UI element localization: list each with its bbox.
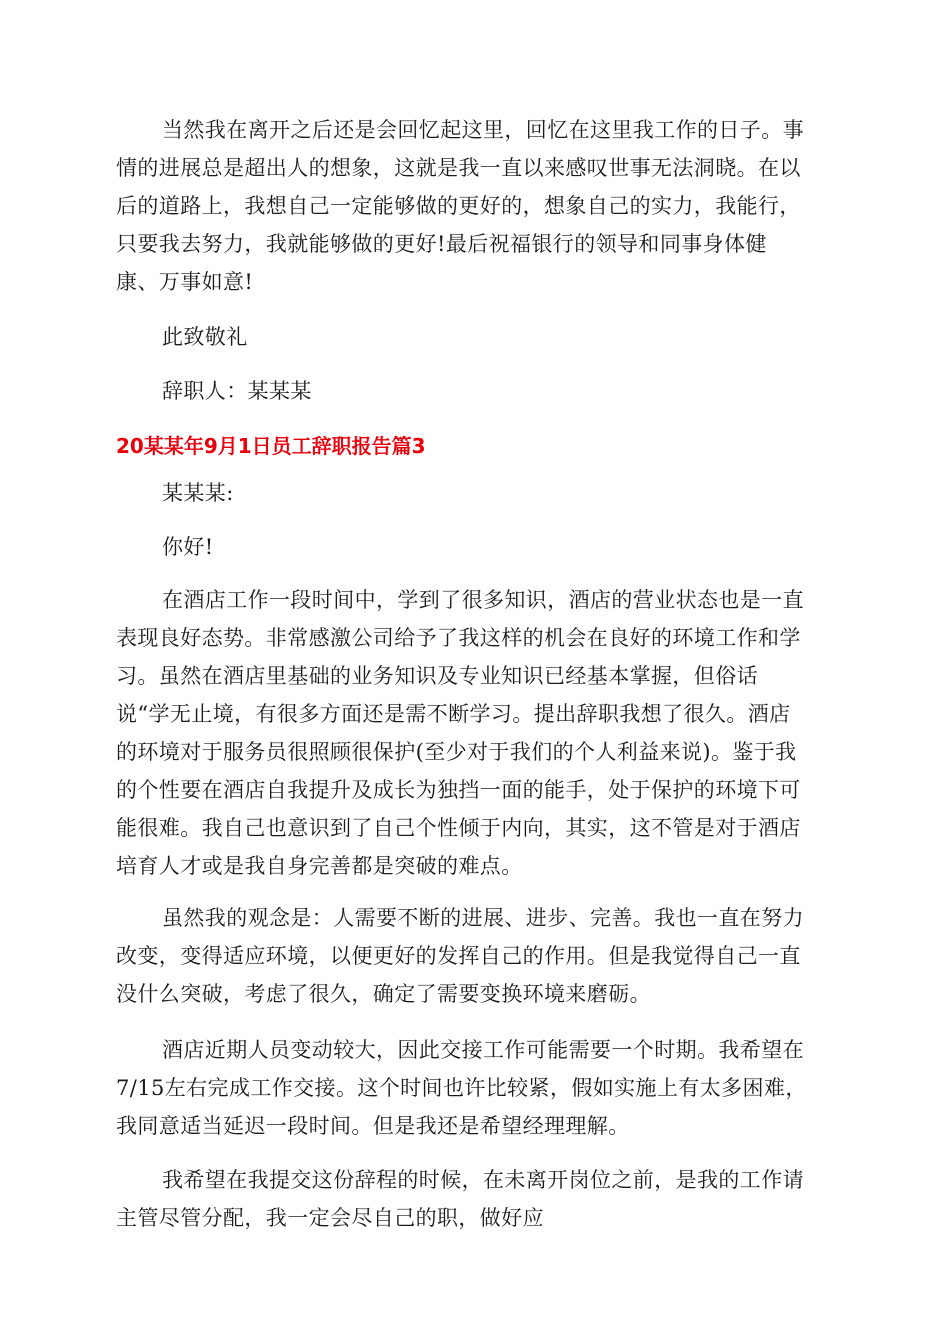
paragraph-line: 我希望在我提交这份辞程的时候，在未离开岗位之前，是我的工作请: [162, 1168, 804, 1192]
paragraph-line: 后的道路上，我想自己一定能够做的更好的，想象自己的实力，我能行，: [116, 194, 801, 218]
paragraph-line: 能很难。我自己也意识到了自己个性倾于内向，其实，这不管是对于酒店: [116, 816, 801, 840]
paragraph-line: 酒店近期人员变动较大，因此交接工作可能需要一个时期。我希望在: [162, 1038, 804, 1062]
greeting-line: 某某某:: [162, 481, 234, 505]
closing-line: 此致敬礼: [162, 325, 248, 349]
paragraph-line: 我同意适当延迟一段时间。但是我还是希望经理理解。: [116, 1114, 630, 1138]
paragraph-line: 的个性要在酒店自我提升及成长为独挡一面的能手，处于保护的环境下可: [116, 778, 801, 802]
paragraph-line: 说“学无止境，有很多方面还是需不断学习。提出辞职我想了很久。酒店: [116, 702, 791, 726]
section-heading: 20某某年9月1日员工辞职报告篇3: [116, 434, 426, 458]
paragraph-line: 当然我在离开之后还是会回忆起这里，回忆在这里我工作的日子。事: [162, 118, 804, 142]
signature-line: 辞职人：某某某: [162, 379, 312, 403]
paragraph-line: 表现良好态势。非常感激公司给予了我这样的机会在良好的环境工作和学: [116, 626, 801, 650]
paragraph-line: 改变，变得适应环境，以便更好的发挥自己的作用。但是我觉得自己一直: [116, 944, 801, 968]
paragraph-line: 虽然我的观念是：人需要不断的进展、进步、完善。我也一直在努力: [162, 906, 804, 930]
paragraph-line: 的环境对于服务员很照顾很保护(至少对于我们的个人利益来说)。鉴于我: [116, 740, 797, 764]
paragraph-line: 只要我去努力，我就能够做的更好!最后祝福银行的领导和同事身体健: [116, 232, 767, 256]
hello-line: 你好!: [162, 535, 214, 559]
paragraph-line: 培育人才或是我自身完善都是突破的难点。: [116, 854, 523, 878]
paragraph-line: 没什么突破，考虑了很久，确定了需要变换环境来磨砺。: [116, 982, 651, 1006]
paragraph-line: 主管尽管分配，我一定会尽自己的职，做好应: [116, 1206, 544, 1230]
paragraph-line: 7/15左右完成工作交接。这个时间也许比较紧，假如实施上有太多困难，: [116, 1076, 807, 1100]
paragraph-line: 情的进展总是超出人的想象，这就是我一直以来感叹世事无法洞晓。在以: [116, 156, 801, 180]
paragraph-line: 习。虽然在酒店里基础的业务知识及专业知识已经基本掌握，但俗话: [116, 664, 758, 688]
paragraph-line: 康、万事如意!: [116, 270, 254, 294]
paragraph-line: 在酒店工作一段时间中，学到了很多知识，酒店的营业状态也是一直: [162, 588, 804, 612]
